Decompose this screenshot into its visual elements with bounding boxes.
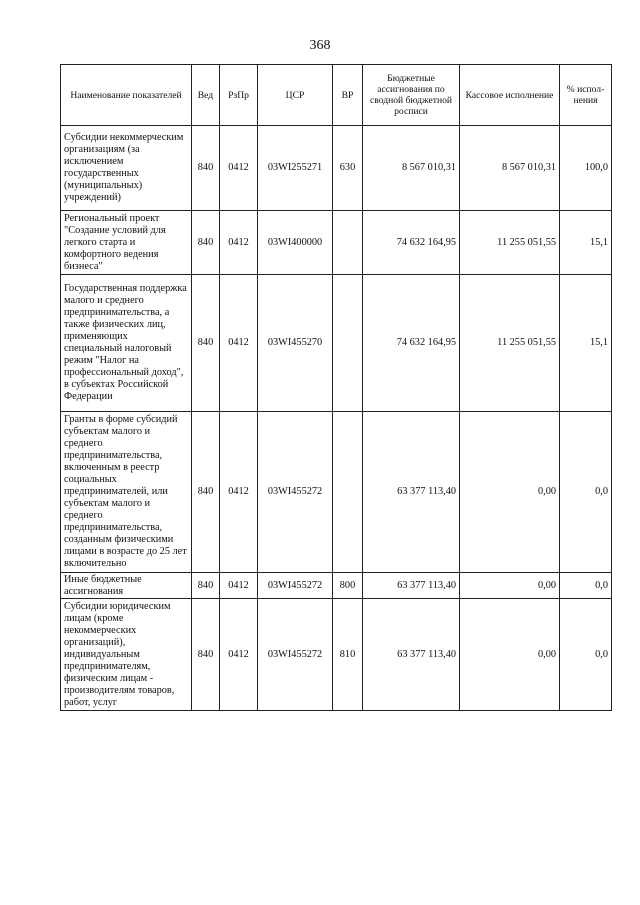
row-name: Региональный проект "Создание условий для легкого старта и комфортного ведения бизнеса" bbox=[61, 211, 192, 275]
table-row bbox=[61, 275, 612, 412]
table-row bbox=[61, 126, 612, 211]
row-budget: 74 632 164,95 bbox=[363, 211, 460, 275]
row-percent: 0,0 bbox=[560, 599, 612, 711]
row-rzpr: 0412 bbox=[220, 126, 258, 211]
row-name: Гранты в форме субсидий субъектам малого и среднего предпринимательства, включенным в реестр социальных предпринимателей, или субъектам малого и среднего предпринимательства, созданным физическими лицами в возрасте до 25 лет включительно bbox=[61, 412, 192, 573]
row-csr: 03WI400000 bbox=[258, 211, 333, 275]
col-header-percent: % испол-нения bbox=[560, 65, 612, 126]
col-header-csr: ЦСР bbox=[258, 65, 333, 126]
row-cash: 8 567 010,31 bbox=[460, 126, 560, 211]
row-csr: 03WI455272 bbox=[258, 573, 333, 599]
table-row bbox=[61, 211, 612, 275]
col-header-rzpr: РзПр bbox=[220, 65, 258, 126]
row-percent: 15,1 bbox=[560, 275, 612, 412]
table-header-row bbox=[61, 65, 612, 126]
row-vr: 810 bbox=[333, 599, 363, 711]
table-row bbox=[61, 573, 612, 599]
row-ved: 840 bbox=[192, 211, 220, 275]
row-ved: 840 bbox=[192, 412, 220, 573]
row-name: Государственная поддержка малого и среднего предпринимательства, а также физических лиц, применяющих специальный налоговый режим "Налог на профессиональный доход", в субъектах Российской Федерации bbox=[61, 275, 192, 412]
row-name: Субсидии юридическим лицам (кроме некоммерческих организаций), индивидуальным предпринимателям, физическим лицам - производителям товаров, работ, услуг bbox=[61, 599, 192, 711]
table-row bbox=[61, 599, 612, 711]
row-cash: 11 255 051,55 bbox=[460, 211, 560, 275]
page-number: 368 bbox=[309, 38, 331, 53]
row-csr: 03WI455272 bbox=[258, 599, 333, 711]
row-vr bbox=[333, 275, 363, 412]
row-vr: 630 bbox=[333, 126, 363, 211]
row-ved: 840 bbox=[192, 275, 220, 412]
row-rzpr: 0412 bbox=[220, 599, 258, 711]
row-cash: 11 255 051,55 bbox=[460, 275, 560, 412]
row-rzpr: 0412 bbox=[220, 275, 258, 412]
col-header-vr: ВР bbox=[333, 65, 363, 126]
budget-execution-table bbox=[60, 64, 612, 711]
row-name: Субсидии некоммерческим организациям (за исключением государственных (муниципальных) учреждений) bbox=[61, 126, 192, 211]
row-budget: 74 632 164,95 bbox=[363, 275, 460, 412]
row-ved: 840 bbox=[192, 573, 220, 599]
table-row bbox=[61, 412, 612, 573]
row-csr: 03WI455270 bbox=[258, 275, 333, 412]
row-cash: 0,00 bbox=[460, 412, 560, 573]
row-vr: 800 bbox=[333, 573, 363, 599]
row-rzpr: 0412 bbox=[220, 412, 258, 573]
row-percent: 0,0 bbox=[560, 412, 612, 573]
row-csr: 03WI455272 bbox=[258, 412, 333, 573]
col-header-cash: Кассовое исполнение bbox=[460, 65, 560, 126]
row-budget: 8 567 010,31 bbox=[363, 126, 460, 211]
row-budget: 63 377 113,40 bbox=[363, 412, 460, 573]
row-budget: 63 377 113,40 bbox=[363, 573, 460, 599]
row-ved: 840 bbox=[192, 126, 220, 211]
row-percent: 100,0 bbox=[560, 126, 612, 211]
col-header-ved: Вед bbox=[192, 65, 220, 126]
row-percent: 0,0 bbox=[560, 573, 612, 599]
col-header-budget: Бюджетные ассигнования по сводной бюджетной росписи bbox=[363, 65, 460, 126]
row-cash: 0,00 bbox=[460, 599, 560, 711]
row-vr bbox=[333, 211, 363, 275]
col-header-name: Наименование показателей bbox=[61, 65, 192, 126]
row-name: Иные бюджетные ассигнования bbox=[61, 573, 192, 599]
row-csr: 03WI255271 bbox=[258, 126, 333, 211]
row-cash: 0,00 bbox=[460, 573, 560, 599]
row-vr bbox=[333, 412, 363, 573]
row-budget: 63 377 113,40 bbox=[363, 599, 460, 711]
row-percent: 15,1 bbox=[560, 211, 612, 275]
row-rzpr: 0412 bbox=[220, 211, 258, 275]
row-rzpr: 0412 bbox=[220, 573, 258, 599]
row-ved: 840 bbox=[192, 599, 220, 711]
